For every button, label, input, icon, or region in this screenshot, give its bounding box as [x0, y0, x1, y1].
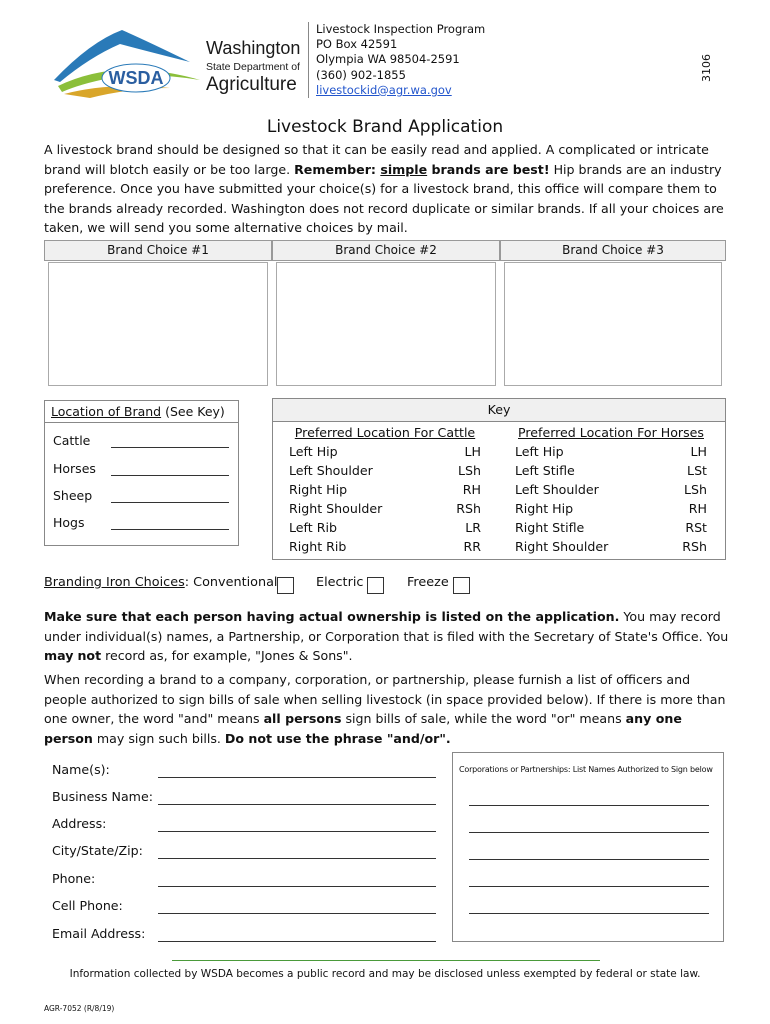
- logo-state-dept: State Department of: [206, 61, 300, 73]
- contact-block: [308, 22, 485, 98]
- key-row: Left Hip LH: [515, 444, 707, 459]
- electric-label: Electric: [316, 575, 364, 590]
- phone-label: Phone:: [52, 871, 96, 886]
- key-horses-heading: Preferred Location For Horses: [518, 425, 704, 440]
- name-label: Name(s):: [52, 762, 110, 777]
- contact-line: PO Box 42591: [316, 37, 398, 52]
- location-row-sheep: Sheep: [53, 488, 228, 503]
- footer-divider: [172, 960, 600, 961]
- business-name-label: Business Name:: [52, 789, 153, 804]
- key-row: Right Shoulder RSh: [515, 539, 707, 554]
- intro-paragraph: A livestock brand should be designed so that it can be easily read and applied. A complicated or intricate brand will blotch easily or be too large. Remember: simple brands are best! Hip brands are an industry preference. Once you have submitted your choice(s) for a livestock brand, this office will compare them to the brands already recorded. Washington does not record duplicate or similar brands. If all your choices are taken, we will send you some alternative choices by mail.: [44, 142, 724, 235]
- cattle-location-input[interactable]: [111, 433, 229, 448]
- email-input[interactable]: [158, 940, 436, 942]
- key-title: Key: [273, 399, 725, 422]
- electric-checkbox[interactable]: [367, 575, 384, 594]
- email-link[interactable]: livestockid@agr.wa.gov: [316, 82, 452, 97]
- key-cattle-column: [289, 425, 481, 556]
- address-label: Address:: [52, 816, 107, 831]
- authorized-signer-input[interactable]: [469, 913, 709, 914]
- contact-line: Olympia WA 98504-2591: [316, 52, 460, 67]
- horses-location-input[interactable]: [111, 461, 229, 476]
- location-row-hogs: Hogs: [53, 515, 228, 530]
- logo-washington: Washington: [206, 38, 301, 58]
- freeze-checkbox[interactable]: [453, 575, 470, 594]
- location-title: Location of Brand (See Key): [45, 401, 238, 423]
- authorized-signer-input[interactable]: [469, 832, 709, 833]
- authorized-signer-input[interactable]: [469, 859, 709, 860]
- page-title: Livestock Brand Application: [266, 117, 504, 137]
- branding-iron-label: Branding Iron Choices: Conventional: [44, 575, 278, 590]
- key-row: Right Rib RR: [289, 539, 481, 554]
- email-label: Email Address:: [52, 926, 146, 941]
- location-row-horses: Horses: [53, 461, 228, 476]
- sheep-location-input[interactable]: [111, 488, 229, 503]
- brand-choice-2-box[interactable]: [276, 262, 496, 386]
- form-number: 3106: [700, 54, 713, 82]
- key-row: Right Hip RH: [289, 482, 481, 497]
- brand-choice-1-box[interactable]: [48, 262, 268, 386]
- key-row: Right Hip RH: [515, 501, 707, 516]
- key-table: [272, 398, 726, 560]
- corporations-box: [452, 752, 724, 942]
- brand-choice-2-header: Brand Choice #2: [272, 240, 500, 261]
- key-row: Right Stifle RSt: [515, 520, 707, 535]
- key-row: Left Shoulder LSh: [289, 463, 481, 478]
- brand-choice-3-box[interactable]: [504, 262, 722, 386]
- corporations-title: Corporations or Partnerships: List Names Authorized to Sign below: [459, 765, 713, 774]
- contact-line: (360) 902-1855: [316, 67, 406, 82]
- phone-input[interactable]: [158, 885, 436, 887]
- form-code: AGR-7052 (R/8/19): [44, 1004, 115, 1013]
- key-row: Left Rib LR: [289, 520, 481, 535]
- key-horses-column: [515, 425, 707, 556]
- key-cattle-heading: Preferred Location For Cattle: [294, 425, 476, 440]
- key-row: Left Hip LH: [289, 444, 481, 459]
- key-row: Left Stifle LSt: [515, 463, 707, 478]
- location-of-brand: [44, 400, 239, 546]
- key-row: Right Shoulder RSh: [289, 501, 481, 516]
- cell-phone-input[interactable]: [158, 912, 436, 914]
- freeze-label: Freeze: [407, 575, 449, 590]
- city-state-zip-input[interactable]: [158, 857, 436, 859]
- hogs-location-input[interactable]: [111, 515, 229, 530]
- location-row-cattle: Cattle: [53, 433, 228, 448]
- wsda-logo: [50, 22, 310, 104]
- key-row: Left Shoulder LSh: [515, 482, 707, 497]
- conventional-checkbox[interactable]: [277, 575, 294, 594]
- brand-choice-1-header: Brand Choice #1: [44, 240, 272, 261]
- address-input[interactable]: [158, 830, 436, 832]
- logo-agriculture: Agriculture: [206, 74, 297, 95]
- city-state-zip-label: City/State/Zip:: [52, 843, 143, 858]
- contact-line: Livestock Inspection Program: [316, 22, 486, 36]
- authorized-signer-input[interactable]: [469, 805, 709, 806]
- brand-choice-3-header: Brand Choice #3: [500, 240, 726, 261]
- business-name-input[interactable]: [158, 803, 436, 805]
- cell-phone-label: Cell Phone:: [52, 898, 123, 913]
- authorized-signer-input[interactable]: [469, 886, 709, 887]
- company-paragraph: When recording a brand to a company, corporation, or partnership, please furnish a list of officers and people authorized to sign bills of sale when selling livestock (in space provided below). If there is more than one owner, the word "and" means all persons sign bills of sale, while the word "or" means any one person may sign such bills. Do not use the phrase "and/or".: [44, 672, 726, 746]
- name-input[interactable]: [158, 776, 436, 778]
- wsda-mark: WSDA: [108, 68, 164, 88]
- footer-notice: Information collected by WSDA becomes a public record and may be disclosed unless exempted by federal or state law.: [69, 968, 701, 980]
- ownership-paragraph: Make sure that each person having actual ownership is listed on the application. You may record under individual(s) names, a Partnership, or Corporation that is filed with the Secretary of State's Office. You may not record as, for example, "Jones & Sons".: [44, 609, 729, 663]
